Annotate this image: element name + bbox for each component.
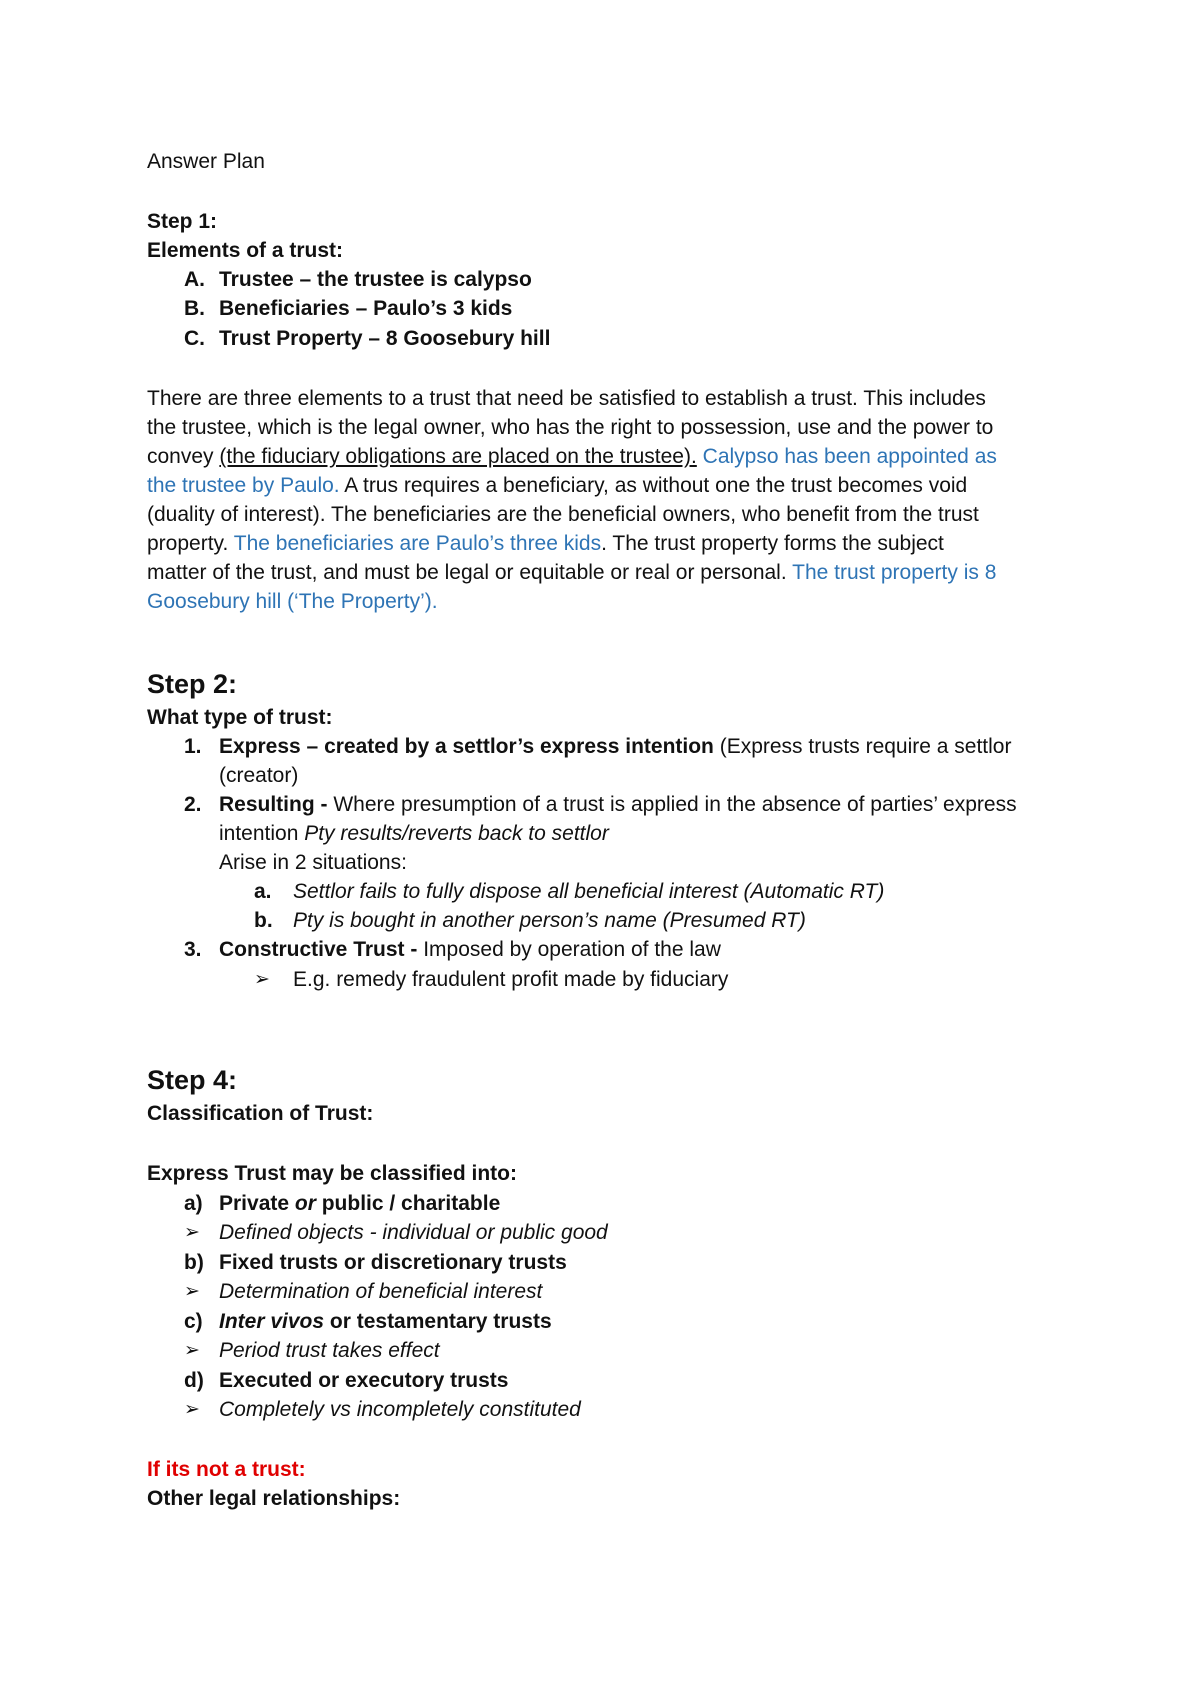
doc-title: Answer Plan: [147, 150, 265, 173]
list-marker: 2.: [184, 793, 202, 816]
text-run: (Express trusts require a settlor: [713, 735, 1012, 758]
list-marker: c): [184, 1310, 203, 1333]
step1-subheading: Elements of a trust:: [147, 239, 344, 262]
paragraph-line: [147, 530, 944, 558]
not-trust-heading: If its not a trust:: [147, 1458, 306, 1481]
paragraph-line: Goosebury hill (‘The Property’).: [147, 590, 438, 613]
arrow-bullet-icon: ➢: [184, 1222, 200, 1243]
list-marker: a): [184, 1192, 203, 1215]
text-run: intention: [219, 822, 305, 845]
arrow-bullet-icon: ➢: [254, 969, 270, 990]
sub-list-item: E.g. remedy fraudulent profit made by fiduciary: [293, 968, 729, 991]
bold-text: Express – created by a settlor’s express intention: [219, 735, 714, 758]
list-item: Beneficiaries – Paulo’s 3 kids: [219, 297, 513, 320]
list-note: Defined objects - individual or public good: [219, 1221, 608, 1244]
list-item: [219, 733, 1011, 761]
text-run: Where presumption of a trust is applied in the absence of parties’ express: [333, 793, 1017, 816]
list-marker: C.: [184, 327, 205, 350]
paragraph-line: [147, 472, 967, 500]
step4-intro: Express Trust may be classified into:: [147, 1162, 517, 1185]
list-marker: 3.: [184, 938, 202, 961]
list-marker: 1.: [184, 735, 202, 758]
bold-text: Resulting -: [219, 793, 334, 816]
list-note: Completely vs incompletely constituted: [219, 1398, 581, 1421]
list-item-cont: (creator): [219, 764, 299, 787]
list-item: [219, 791, 1017, 819]
list-marker: B.: [184, 297, 205, 320]
list-item: Trustee – the trustee is calypso: [219, 268, 532, 291]
not-trust-subheading: Other legal relationships:: [147, 1487, 401, 1510]
list-item-cont: Arise in 2 situations:: [219, 851, 407, 874]
arrow-bullet-icon: ➢: [184, 1281, 200, 1302]
list-item: [219, 1308, 552, 1336]
list-marker: d): [184, 1369, 204, 1392]
list-item-cont: [219, 820, 609, 848]
step4-subheading: Classification of Trust:: [147, 1102, 374, 1125]
text-run: A trus requires a beneficiary, as without one the trust becomes void: [339, 474, 968, 497]
list-item: Trust Property – 8 Goosebury hill: [219, 327, 551, 350]
highlight-text: The beneficiaries are Paulo’s three kids: [233, 532, 602, 555]
paragraph-line: There are three elements to a trust that need be satisfied to establish a trust. This includes: [147, 387, 986, 410]
list-marker: A.: [184, 268, 205, 291]
bold-italic-text: or: [294, 1192, 316, 1215]
highlight-text: The trust property is 8: [792, 561, 997, 584]
arrow-bullet-icon: ➢: [184, 1399, 200, 1420]
list-note: Determination of beneficial interest: [219, 1280, 543, 1303]
sub-list-item: Settlor fails to fully dispose all beneficial interest (Automatic RT): [293, 880, 885, 903]
step4-heading: Step 4:: [147, 1065, 238, 1095]
bold-text: public / charitable: [315, 1192, 501, 1215]
list-item: [219, 1190, 500, 1218]
step1-heading: Step 1:: [147, 210, 218, 233]
bold-text: or testamentary trusts: [324, 1310, 552, 1333]
arrow-bullet-icon: ➢: [184, 1340, 200, 1361]
list-marker: b.: [254, 909, 273, 932]
step2-subheading: What type of trust:: [147, 706, 333, 729]
list-note: Period trust takes effect: [219, 1339, 440, 1362]
paragraph-line: [147, 559, 996, 587]
underlined-text: (the fiduciary obligations are placed on the trustee).: [219, 445, 697, 468]
text-run: convey: [147, 445, 220, 468]
list-item: Executed or executory trusts: [219, 1369, 509, 1392]
italic-text: Pty results/reverts back to settlor: [304, 822, 609, 845]
list-item: [219, 936, 721, 964]
list-marker: b): [184, 1251, 204, 1274]
paragraph-line: (duality of interest). The beneficiaries are the beneficial owners, who benefit from the trust: [147, 503, 979, 526]
bold-text: Constructive Trust -: [219, 938, 424, 961]
list-marker: a.: [254, 880, 272, 903]
bold-italic-text: Inter vivos: [219, 1310, 325, 1333]
text-run: Imposed by operation of the law: [423, 938, 721, 961]
highlight-text: Calypso has been appointed as: [696, 445, 997, 468]
paragraph-line: [147, 443, 997, 471]
text-run: matter of the trust, and must be legal or equitable or real or personal.: [147, 561, 793, 584]
sub-list-item: Pty is bought in another person’s name (Presumed RT): [293, 909, 806, 932]
text-run: . The trust property forms the subject: [601, 532, 944, 555]
paragraph-line: the trustee, which is the legal owner, who has the right to possession, use and the power to: [147, 416, 994, 439]
list-item: Fixed trusts or discretionary trusts: [219, 1251, 567, 1274]
text-run: property.: [147, 532, 234, 555]
step2-heading: Step 2:: [147, 669, 238, 699]
highlight-text: the trustee by Paulo.: [147, 474, 340, 497]
bold-text: Private: [219, 1192, 295, 1215]
